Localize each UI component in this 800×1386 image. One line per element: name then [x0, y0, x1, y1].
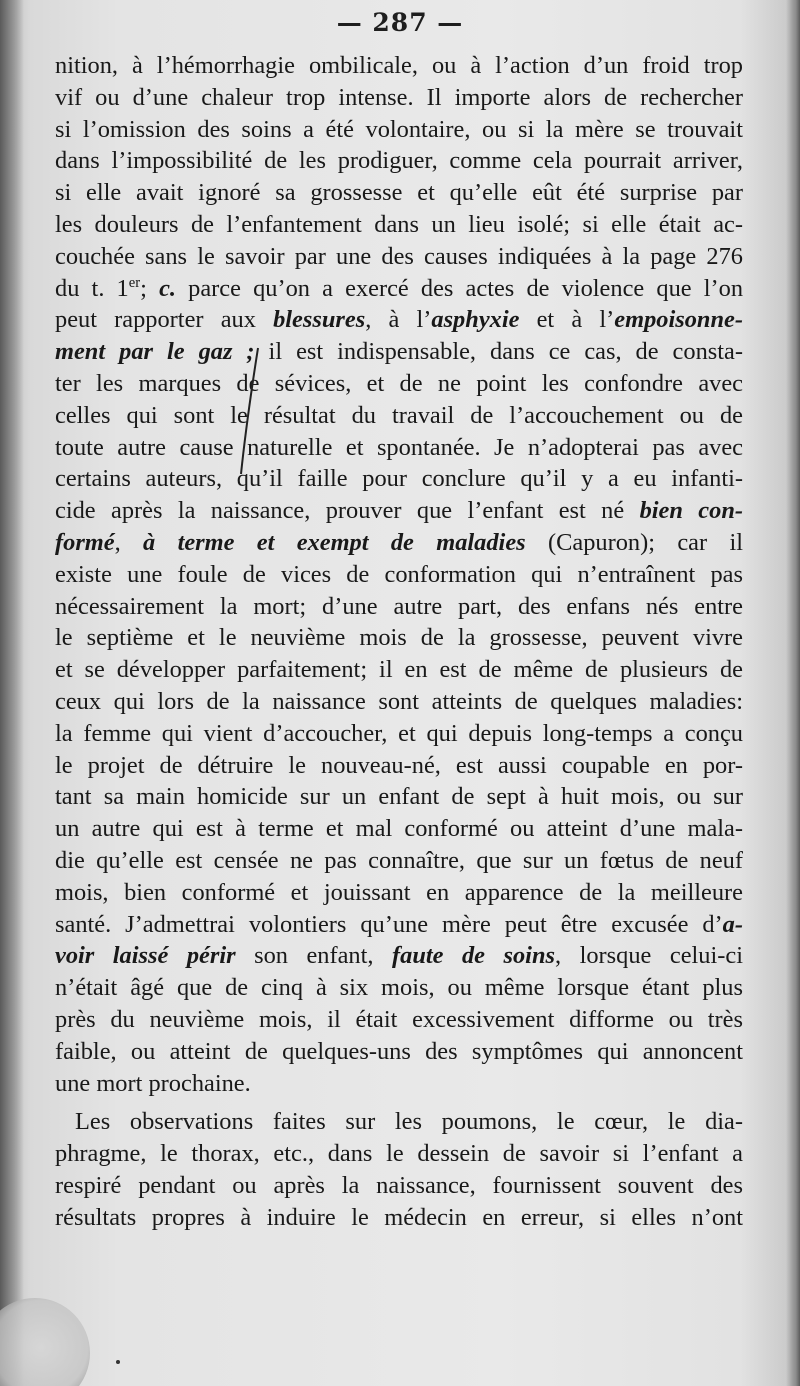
- text-line: et se développer parfaitement; il en est de même de plusieurs de: [55, 656, 743, 684]
- text-line: vif ou d’une chaleur trop intense. Il importe alors de rechercher: [55, 83, 743, 111]
- paper-stain: [0, 1298, 90, 1386]
- text-line: phragme, le thorax, etc., dans le dessein de savoir si l’enfant a: [55, 1140, 743, 1168]
- superscript: er: [128, 274, 141, 291]
- page-right-edge-shadow: [786, 0, 800, 1386]
- ink-dot: [116, 1360, 120, 1364]
- text-line: ment par le gaz ; il est indispensable, dans ce cas, de consta-: [55, 338, 743, 366]
- italic-term: asphyxie: [431, 306, 520, 334]
- text-line: peut rapporter aux blessures, à l’asphyxie et à l’empoisonne-: [55, 306, 743, 334]
- text-line: couchée sans le savoir par une des causes indiquées à la page 276: [55, 242, 743, 270]
- text-line: santé. J’admettrai volontiers qu’une mère peut être excusée d’a-: [55, 910, 743, 938]
- text-line: ter les marques de sévices, et de ne point les confondre avec: [55, 369, 743, 397]
- italic-term: voir laissé périr: [55, 942, 236, 970]
- text-line: mois, bien conformé et jouissant en apparence de la meilleure: [55, 878, 743, 906]
- text-line: dans l’impossibilité de les prodiguer, comme cela pourrait arriver,: [55, 147, 743, 175]
- text-line-paragraph-end: une mort prochaine.: [55, 1069, 251, 1097]
- text-line: nition, à l’hémorrhagie ombilicale, ou à l’action d’un froid trop: [55, 52, 743, 79]
- text-line: formé, à terme et exempt de maladies (Capuron); car il: [55, 528, 744, 556]
- text-line: près du neuvième mois, il était excessivement difforme ou très: [55, 1005, 743, 1033]
- text-line: si l’omission des soins a été volontaire, ou si la mère se trouvait: [55, 115, 743, 143]
- text-line: le septième et le neuvième mois de la grossesse, peuvent vivre: [55, 624, 743, 652]
- text-line: certains auteurs, qu’il faille pour conclure qu’il y a eu infanti-: [55, 465, 743, 493]
- text-line: ceux qui lors de la naissance sont atteints de quelques maladies:: [55, 687, 743, 715]
- text-line: nécessairement la mort; d’une autre part, des enfans nés entre: [55, 592, 743, 620]
- text-line: respiré pendant ou après la naissance, fournissent souvent des: [55, 1171, 743, 1199]
- text-line: résultats propres à induire le médecin en erreur, si elles n’ont: [55, 1203, 743, 1231]
- italic-term: blessures: [273, 306, 366, 334]
- italic-term: à terme et exempt de maladies: [143, 528, 526, 556]
- text-line: du t. 1er; c. parce qu’on a exercé des actes de violence que l’on: [55, 274, 744, 302]
- page-body-text: [55, 50, 743, 1233]
- text-line: cide après la naissance, prouver que l’enfant est né bien con-: [55, 497, 743, 525]
- text-line: si elle avait ignoré sa grossesse et qu’elle eût été surprise par: [55, 179, 743, 207]
- page-number: — 287 —: [336, 8, 464, 37]
- italic-term: bien con-: [639, 497, 743, 525]
- text-line: tant sa main homicide sur un enfant de sept à huit mois, ou sur: [55, 783, 743, 811]
- text-line: n’était âgé que de cinq à six mois, ou même lorsque étant plus: [55, 974, 743, 1002]
- italic-term: faute de soins: [392, 942, 555, 970]
- italic-term: empoisonne-: [614, 306, 743, 334]
- text-line: un autre qui est à terme et mal conformé ou atteint d’une mala-: [55, 815, 743, 843]
- text-line: toute autre cause naturelle et spontanée. Je n’adopterai pas avec: [55, 433, 743, 461]
- text-line: la femme qui vient d’accoucher, et qui depuis long-temps a conçu: [55, 719, 743, 747]
- italic-term: a-: [722, 910, 743, 938]
- handwritten-pen-mark: [238, 346, 262, 476]
- text-line: les douleurs de l’enfantement dans un lieu isolé; si elle était ac-: [55, 210, 743, 238]
- text-line: celles qui sont le résultat du travail de l’accouchement ou de: [55, 401, 743, 429]
- page-left-edge-shadow: [0, 0, 24, 1386]
- italic-term: formé: [55, 528, 115, 556]
- text-line: le projet de détruire le nouveau-né, est aussi coupable en por-: [55, 751, 743, 779]
- italic-term: ment par le gaz ;: [55, 338, 255, 366]
- text-line: voir laissé périr son enfant, faute de soins, lorsque celui-ci: [55, 942, 743, 970]
- text-line: faible, ou atteint de quelques-uns des symptômes qui annoncent: [55, 1037, 743, 1065]
- paragraph-gap: [55, 1099, 743, 1106]
- text-line: die qu’elle est censée ne pas connaître, que sur un fœtus de neuf: [55, 846, 743, 874]
- text-line-paragraph-start: Les observations faites sur les poumons, le cœur, le dia-: [75, 1108, 743, 1136]
- text-line: existe une foule de vices de conformation qui n’entraînent pas: [55, 560, 743, 588]
